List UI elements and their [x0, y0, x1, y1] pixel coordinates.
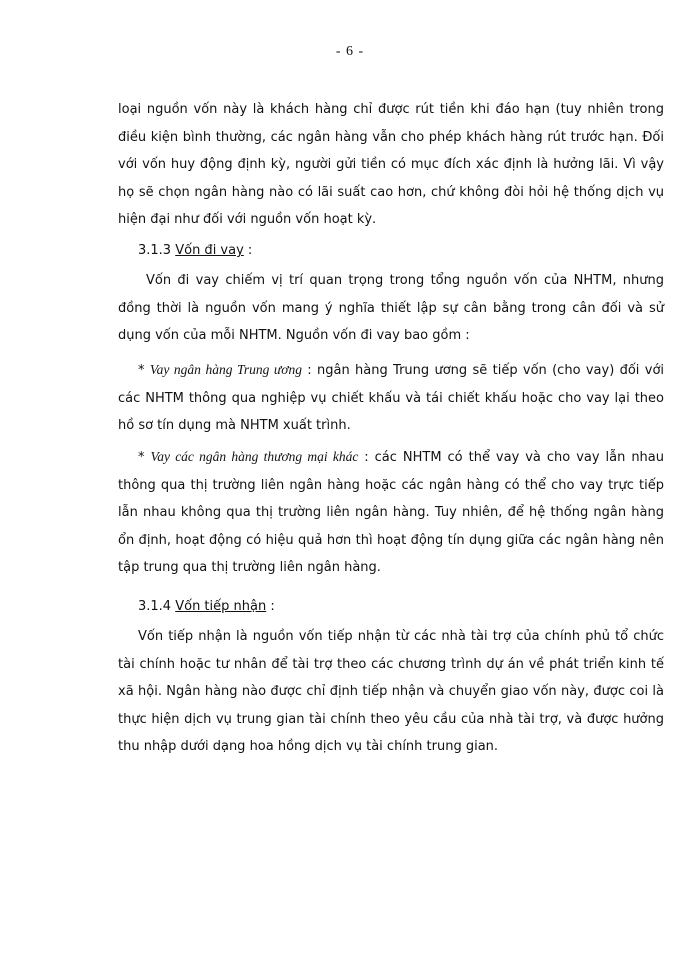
- list-item-commercial-banks: [118, 443, 664, 582]
- section-title: Vốn tiếp nhận: [175, 599, 267, 614]
- intro-paragraph: loại nguồn vốn này là khách hàng chỉ được rút tiền khi đáo hạn (tuy nhiên trong điều kiện bình thường, các ngân hàng vẫn cho phép khách hàng rút trước hạn. Đối với vốn huy động định kỳ, người gửi tiền có mục đích xác định là hưởng lãi. Vì vậy họ sẽ chọn ngân hàng nào có lãi suất cao hơn, chứ không đòi hỏi hệ thống dịch vụ hiện đại như đối với nguồn vốn hoạt kỳ.: [118, 102, 664, 227]
- section-number: 3.1.4: [138, 599, 172, 614]
- received-capital-paragraph: Vốn tiếp nhận là nguồn vốn tiếp nhận từ các nhà tài trợ của chính phủ tổ chức tài chính hoặc tư nhân để tài trợ theo các chương trình dự án về phát triển kinh tế xã hội. Ngân hàng nào được chỉ định tiếp nhận và chuyển giao vốn này, được coi là thực hiện dịch vụ trung gian tài chính theo yêu cầu của nhà tài trợ, và được hưởng thu nhập dưới dạng hoa hồng dịch vụ tài chính trung gian.: [118, 629, 664, 754]
- section-heading-3-1-4: [138, 593, 275, 621]
- section-heading-3-1-3: [138, 237, 252, 265]
- bullet-star: *: [138, 450, 151, 465]
- section-colon: :: [243, 243, 253, 258]
- section-colon: :: [266, 599, 275, 614]
- borrowed-capital-paragraph: Vốn đi vay chiếm vị trí quan trọng trong tổng nguồn vốn của NHTM, nhưng đồng thời là nguồn vốn mang ý nghĩa thiết lập sự cân bằng trong cân đối và sử dụng vốn của mỗi NHTM. Nguồn vốn đi vay bao gồm :: [118, 273, 664, 343]
- page-number: - 6 -: [335, 44, 365, 59]
- section-title: Vốn đi vay: [175, 243, 244, 258]
- list-item-label: Vay các ngân hàng thương mại khác: [150, 449, 359, 464]
- list-item-text: : các NHTM có thể vay và cho vay lẫn nhau thông qua thị trường liên ngân hàng hoặc các ngân hàng có thể cho vay trực tiếp lẫn nhau không qua thị trường liên ngân hàng. Tuy nhiên, để hệ thống ngân hàng ổn định, hoạt động có hiệu quả hơn thì hoạt động tín dụng giữa các ngân hàng nên tập trung qua thị trường liên ngân hàng.: [118, 450, 664, 575]
- bullet-star: *: [138, 363, 150, 378]
- section-number: 3.1.3: [138, 243, 172, 258]
- list-item-text: : ngân hàng Trung ương sẽ tiếp vốn (cho vay) đối với các NHTM thông qua nghiệp vụ chiết khấu và tái chiết khấu hoặc cho vay lại theo hồ sơ tín dụng mà NHTM xuất trình.: [118, 363, 665, 433]
- list-item-central-bank: [118, 356, 664, 440]
- list-item-label: Vay ngân hàng Trung ương: [149, 362, 302, 377]
